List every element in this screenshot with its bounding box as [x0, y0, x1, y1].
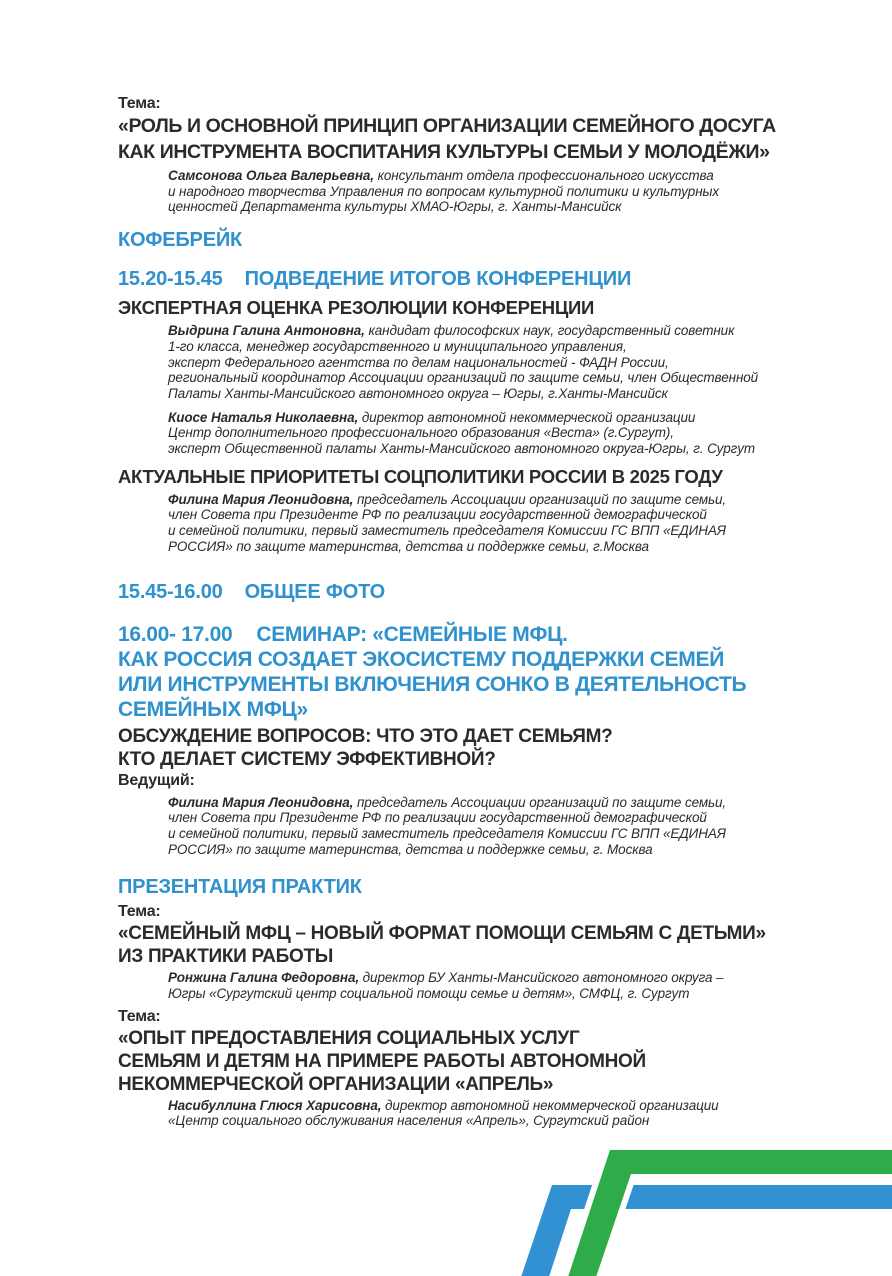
coffee-break-heading: КОФЕБРЕЙК — [118, 229, 243, 252]
speaker-vydrina-line-5: Палаты Ханты-Мансийского автономного округа – Югры, г.Ханты-Мансийск — [168, 385, 668, 401]
tema-label-1: Тема: — [118, 95, 161, 112]
speaker-kiose-line-2: Центр дополнительного профессионального образования «Веста» (г.Сургут), — [168, 425, 674, 441]
speaker-name: Филина Мария Леонидовна, — [168, 491, 354, 507]
green-stripe-shape — [567, 1150, 892, 1276]
topic-role-line-1: «РОЛЬ И ОСНОВНОЙ ПРИНЦИП ОРГАНИЗАЦИИ СЕМЕЙНОГО ДОСУГА — [118, 115, 776, 137]
speaker-kiose — [168, 410, 823, 457]
speaker-role: директор автономной некоммерческой организации — [358, 409, 696, 425]
seminar-line-2: КАК РОССИЯ СОЗДАЕТ ЭКОСИСТЕМУ ПОДДЕРЖКИ СЕМЕЙ — [118, 647, 725, 671]
speaker-vydrina-line-3: эксперт Федерального агентства по делам национальностей - ФАДН России, — [168, 354, 669, 370]
speaker-vydrina — [168, 323, 823, 402]
speaker-vydrina-line-2: 1-го класса, менеджер государственного и муниципального управления, — [168, 338, 627, 354]
speaker-samsonova-line-3: ценностей Департамента культуры ХМАО-Югры, г. Ханты-Мансийск — [168, 199, 622, 215]
seminar-line-4: СЕМЕЙНЫХ МФЦ» — [118, 697, 308, 721]
expert-evaluation-heading: ЭКСПЕРТНАЯ ОЦЕНКА РЕЗОЛЮЦИИ КОНФЕРЕНЦИИ — [118, 297, 595, 319]
discussion-line-1: ОБСУЖДЕНИЕ ВОПРОСОВ: ЧТО ЭТО ДАЕТ СЕМЬЯМ? — [118, 725, 613, 747]
program-content — [118, 95, 823, 1129]
family-mfc-heading — [118, 922, 823, 968]
speaker-filina2-line-2: член Совета при Президенте РФ по реализации государственной демографической — [168, 810, 707, 826]
speaker-filina-line-4: РОССИЯ» по защите материнства, детства и поддержке семьи, г.Москва — [168, 538, 649, 554]
tema-label-2: Тема: — [118, 903, 161, 921]
opyt-line-3: НЕКОММЕРЧЕСКОЙ ОРГАНИЗАЦИИ «АПРЕЛЬ» — [118, 1073, 554, 1095]
seminar-line-1 — [118, 622, 823, 647]
topic-role-heading — [118, 113, 823, 165]
decorative-corner-stripes — [500, 1140, 892, 1276]
seminar-title-start: СЕМИНАР: «СЕМЕЙНЫЕ МФЦ. — [256, 622, 568, 646]
speaker-role: кандидат философских наук, государственный советник — [364, 323, 735, 339]
speaker-name: Выдрина Галина Антоновна, — [168, 323, 365, 339]
speaker-samsonova-line-2: и народного творчества Управления по вопросам культурной политики и культурных — [168, 183, 720, 199]
speaker-role: председатель Ассоциации организаций по защите семьи, — [353, 491, 727, 507]
speaker-vydrina-line-1 — [168, 323, 823, 339]
family-mfc-line-1: «СЕМЕЙНЫЙ МФЦ – НОВЫЙ ФОРМАТ ПОМОЩИ СЕМЬЯМ С ДЕТЬМИ» — [118, 923, 766, 945]
seminar-heading — [118, 622, 823, 722]
speaker-filina2-line-3: и семейной политики, первый заместитель председателя Комиссии ГС ВПП «ЕДИНАЯ — [168, 825, 726, 841]
speaker-role: директор автономной некоммерческой организации — [381, 1097, 719, 1113]
speaker-samsonova-line-1 — [168, 168, 823, 184]
summary-session-time: 15.20-15.45 — [118, 268, 223, 291]
seminar-time: 16.00- 17.00 — [118, 622, 233, 646]
speaker-name: Ронжина Галина Федоровна, — [168, 970, 360, 986]
summary-session-heading — [118, 267, 823, 291]
speaker-role: председатель Ассоциации организаций по защите семьи, — [353, 794, 727, 810]
topic-role-line-2: КАК ИНСТРУМЕНТА ВОСПИТАНИЯ КУЛЬТУРЫ СЕМЬИ У МОЛОДЁЖИ» — [118, 141, 770, 163]
speaker-filina-line-1 — [168, 492, 823, 508]
speaker-ronzhina-line-1 — [168, 970, 823, 986]
speaker-filina-line-2: член Совета при Президенте РФ по реализации государственной демографической — [168, 507, 707, 523]
speaker-name: Самсонова Ольга Валерьевна, — [168, 168, 374, 183]
speaker-role: директор БУ Ханты-Мансийского автономного округа – — [359, 970, 724, 986]
tema-label-3: Тема: — [118, 1007, 161, 1025]
presentation-heading: ПРЕЗЕНТАЦИЯ ПРАКТИК — [118, 876, 362, 899]
speaker-ronzhina — [168, 970, 823, 1001]
speaker-vydrina-line-4: региональный координатор Ассоциации организаций по защите семьи, член Общественной — [168, 370, 759, 386]
speaker-kiose-line-3: эксперт Общественной палаты Ханты-Мансийского автономного округа-Югры, г. Сургут — [168, 441, 755, 457]
speaker-nasibullina — [168, 1098, 823, 1129]
discussion-heading — [118, 725, 823, 771]
speaker-filina-2 — [168, 795, 823, 858]
speaker-filina-1 — [168, 492, 823, 555]
photo-session-time: 15.45-16.00 — [118, 580, 223, 603]
family-mfc-line-2: ИЗ ПРАКТИКИ РАБОТЫ — [118, 946, 334, 968]
speaker-filina2-line-4: РОССИЯ» по защите материнства, детства и поддержке семьи, г. Москва — [168, 841, 653, 857]
speaker-filina-line-3: и семейной политики, первый заместитель председателя Комиссии ГС ВПП «ЕДИНАЯ — [168, 523, 726, 539]
opyt-line-2: СЕМЬЯМ И ДЕТЯМ НА ПРИМЕРЕ РАБОТЫ АВТОНОМНОЙ — [118, 1050, 646, 1072]
summary-session-title: ПОДВЕДЕНИЕ ИТОГОВ КОНФЕРЕНЦИИ — [244, 268, 632, 291]
speaker-name: Филина Мария Леонидовна, — [168, 794, 354, 810]
speaker-ronzhina-line-2: Югры «Сургутский центр социальной помощи семье и детям», СМФЦ, г. Сургут — [168, 986, 690, 1002]
speaker-nasibullina-line-2: «Центр социального обслуживания населения «Апрель», Сургутский район — [168, 1113, 650, 1129]
speaker-role: консультант отдела профессионального искусства — [373, 168, 714, 183]
photo-session-heading — [118, 580, 823, 604]
speaker-nasibullina-line-1 — [168, 1098, 823, 1114]
opyt-heading — [118, 1027, 823, 1096]
opyt-line-1: «ОПЫТ ПРЕДОСТАВЛЕНИЯ СОЦИАЛЬНЫХ УСЛУГ — [118, 1027, 580, 1049]
speaker-kiose-line-1 — [168, 410, 823, 426]
speaker-name: Насибуллина Глюся Харисовна, — [168, 1097, 382, 1113]
seminar-line-3: ИЛИ ИНСТРУМЕНТЫ ВКЛЮЧЕНИЯ СОНКО В ДЕЯТЕЛЬНОСТЬ — [118, 672, 747, 696]
priorities-heading: АКТУАЛЬНЫЕ ПРИОРИТЕТЫ СОЦПОЛИТИКИ РОССИИ В 2025 ГОДУ — [118, 465, 723, 487]
speaker-filina2-line-1 — [168, 795, 823, 811]
vedushchiy-label: Ведущий: — [118, 771, 195, 789]
speaker-samsonova — [168, 168, 823, 215]
photo-session-title: ОБЩЕЕ ФОТО — [244, 580, 386, 603]
speaker-name: Киосе Наталья Николаевна, — [168, 409, 359, 425]
discussion-line-2: КТО ДЕЛАЕТ СИСТЕМУ ЭФФЕКТИВНОЙ? — [118, 748, 496, 770]
